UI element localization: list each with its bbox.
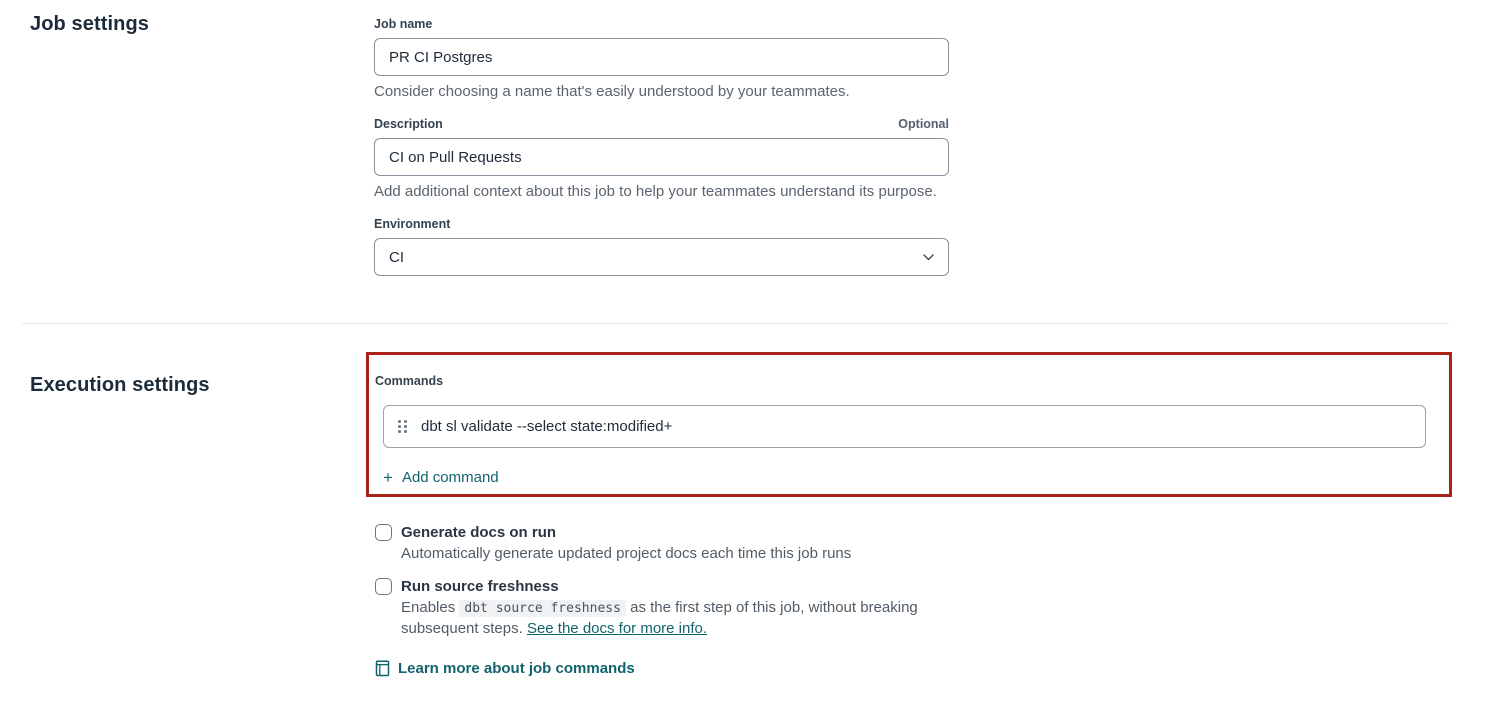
source-freshness-checkbox[interactable]: [375, 578, 392, 595]
job-name-help-text: Consider choosing a name that's easily understood by your teammates.: [374, 83, 850, 100]
optional-badge: Optional: [898, 117, 949, 131]
add-command-button[interactable]: [383, 469, 499, 486]
book-icon: [375, 660, 390, 677]
execution-settings-heading: Execution settings: [30, 374, 210, 396]
job-name-label: Job name: [374, 17, 433, 31]
generate-docs-label[interactable]: Generate docs on run: [401, 524, 557, 541]
description-input[interactable]: [374, 138, 949, 176]
description-label: Description: [374, 117, 443, 131]
chevron-down-icon: [923, 254, 934, 261]
freshness-desc-middle: as the first step of this job, without breaking subsequent steps.: [401, 599, 918, 637]
learn-more-label: Learn more about job commands: [398, 660, 635, 677]
environment-label: Environment: [374, 217, 451, 231]
source-freshness-description: [401, 598, 949, 639]
generate-docs-row: [375, 523, 851, 564]
section-divider: [22, 323, 1449, 324]
command-input[interactable]: [407, 406, 1425, 447]
drag-handle-icon[interactable]: [398, 420, 407, 433]
description-label-row: [374, 117, 949, 131]
commands-highlight-box: [366, 352, 1452, 497]
freshness-desc-prefix: Enables: [401, 599, 456, 616]
plus-icon: +: [383, 468, 393, 487]
environment-select[interactable]: [374, 238, 949, 276]
job-settings-heading: Job settings: [30, 13, 149, 35]
generate-docs-description: Automatically generate updated project docs each time this job runs: [401, 545, 852, 562]
commands-label: Commands: [375, 374, 444, 388]
command-row: [383, 405, 1426, 448]
environment-selected-value: CI: [389, 248, 404, 266]
learn-more-link[interactable]: [375, 660, 635, 677]
source-freshness-label[interactable]: Run source freshness: [401, 578, 559, 595]
add-command-label: Add command: [401, 469, 499, 486]
generate-docs-checkbox[interactable]: [375, 524, 392, 541]
source-freshness-row: [375, 577, 949, 639]
freshness-code-snippet: dbt source freshness: [459, 600, 626, 617]
job-name-input[interactable]: [374, 38, 949, 76]
see-docs-link[interactable]: See the docs for more info.: [526, 620, 708, 637]
description-help-text: Add additional context about this job to help your teammates understand its purpose.: [374, 183, 937, 200]
